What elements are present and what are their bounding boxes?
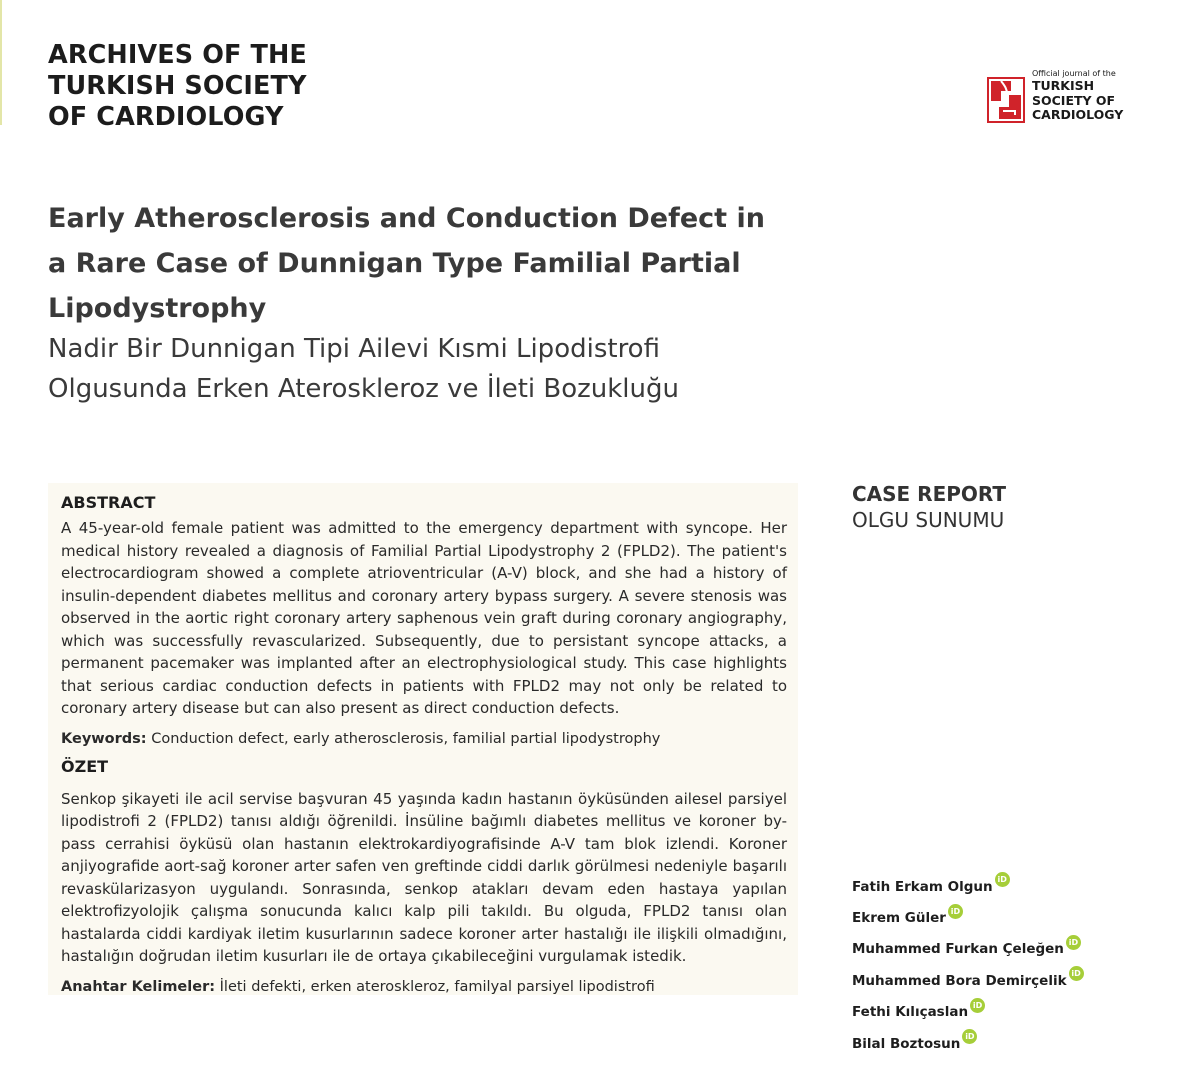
orcid-icon[interactable]: iD: [1069, 966, 1084, 981]
article-title-english: Early Atherosclerosis and Conduction Defect in a Rare Case of Dunnigan Type Familial Partial Lipodystrophy: [48, 203, 765, 324]
anahtar-kelimeler-text: İleti defekti, erken ateroskleroz, familyal parsiyel lipodistrofi: [219, 978, 655, 995]
article-type: [852, 481, 1006, 533]
author-entry: [852, 965, 1084, 996]
keywords-label: Keywords:: [61, 730, 147, 747]
society-logo: [987, 70, 1157, 130]
heart-logo-icon: [987, 77, 1025, 123]
ozet-heading: ÖZET: [61, 756, 109, 776]
abstract-text: A 45-year-old female patient was admitted to the emergency department with syncope. Her medical history revealed a diagnosis of Familial Partial Lipodystrophy 2 (FPLD2). The patient's electrocardiogram showed a complete atrioventricular (A-V) block, and she had a history of insulin-dependent diabetes mellitus and coronary artery bypass surgery. A severe stenosis was observed in the aortic right coronary artery saphenous vein graft during coronary angiography, which was successfully revascularized. Subsequently, due to persistant syncope attacks, a permanent pacemaker was implanted after an electrophysiological study. This case highlights that serious cardiac conduction defects in patients with FPLD2 may not only be related to coronary artery disease but can also present as direct conduction defects.: [61, 519, 787, 717]
journal-title-line-3: OF CARDIOLOGY: [48, 102, 284, 132]
anahtar-kelimeler-label: Anahtar Kelimeler:: [61, 978, 216, 995]
author-name: Bilal Boztosun: [852, 1035, 961, 1052]
abstract-box: [48, 483, 798, 995]
author-entry: [852, 902, 1084, 933]
abstract-heading: ABSTRACT: [61, 493, 156, 512]
anahtar-kelimeler-line: [61, 976, 787, 998]
orcid-icon[interactable]: iD: [1066, 935, 1081, 950]
author-entry: [852, 1028, 1084, 1059]
orcid-icon[interactable]: iD: [995, 872, 1010, 887]
author-name: Fatih Erkam Olgun: [852, 878, 993, 895]
author-name: Muhammed Furkan Çeleğen: [852, 941, 1064, 958]
author-name: Ekrem Güler: [852, 910, 946, 927]
orcid-icon[interactable]: iD: [962, 1029, 977, 1044]
logo-line-2: SOCIETY OF: [1032, 92, 1116, 108]
author-list: [852, 871, 1084, 1059]
logo-small-text: Official journal of the: [1032, 69, 1116, 78]
orcid-icon[interactable]: iD: [948, 904, 963, 919]
article-type-english: CASE REPORT: [852, 482, 1007, 506]
logo-line-1: TURKISH: [1032, 78, 1095, 93]
article-title-turkish: Nadir Bir Dunnigan Tipi Ailevi Kısmi Lipodistrofi Olgusunda Erken Ateroskleroz ve İleti Bozukluğu: [48, 334, 679, 404]
author-name: Fethi Kılıçaslan: [852, 1004, 969, 1021]
journal-title: [48, 40, 307, 133]
logo-line-3: CARDIOLOGY: [1032, 107, 1124, 122]
journal-title-line-1: ARCHIVES OF THE: [48, 40, 307, 70]
logo-text: [1032, 69, 1123, 123]
keywords-line: [61, 728, 787, 750]
author-entry: [852, 871, 1084, 902]
author-entry: [852, 934, 1084, 965]
ozet-text: Senkop şikayeti ile acil servise başvuran 45 yaşında kadın hastanın öyküsünden ailesel parsiyel lipodistrofi 2 (FPLD2) tanısı aldığı öğrenildi. İnsüline bağımlı diabetes mellitus ve koroner by-pass cerrahisi öyküsü olan hastanın elektrokardiyografisinde A-V tam blok izlendi. Koroner anjiyografide aort-sağ koroner arter safen ven greftinde ciddi darlık görülmesi nedeniyle başarılı revaskülarizasyon uygulandı. Sonrasında, senkop atakları devam eden hastaya yapılan elektrofizyolojik çalışma sonucunda kalıcı kalp pili takıldı. Bu olguda, FPLD2 tanısı olan hastalarda ciddi kardiyak iletim kusurlarının sadece koroner arter hastalığı ile ilişkili olmadığını, hastalığın doğrudan iletim kusurları ile de ortaya çıkabileceğini vurgulamak istedik.: [61, 789, 787, 965]
left-margin-rule: [0, 0, 2, 125]
journal-title-line-2: TURKISH SOCIETY: [48, 71, 307, 101]
keywords-text: Conduction defect, early atherosclerosis, familial partial lipodystrophy: [151, 730, 661, 747]
author-entry: [852, 997, 1084, 1028]
author-name: Muhammed Bora Demirçelik: [852, 972, 1067, 989]
article-type-turkish: OLGU SUNUMU: [852, 508, 1005, 532]
orcid-icon[interactable]: iD: [970, 998, 985, 1013]
